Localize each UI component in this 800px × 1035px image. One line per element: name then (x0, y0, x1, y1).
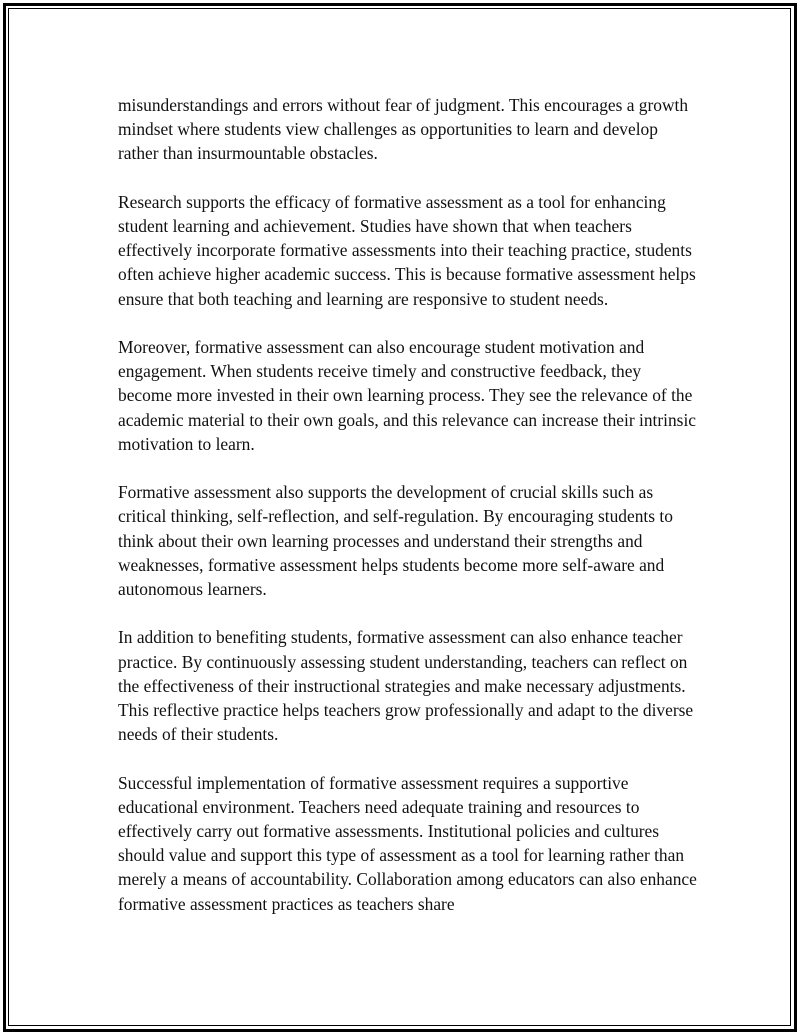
paragraph-motivation: Moreover, formative assessment can also encourage student motivation and engagement. When students receive timely and constructive feedback, they become more invested in their own learning process. They see the relevance of the academic material to their own goals, and this relevance can increase their intrinsic motivation to learn. (118, 337, 696, 454)
paragraph-research-efficacy: Research supports the efficacy of formative assessment as a tool for enhancing student learning and achievement. Studies have shown that when teachers effectively incorporate formative assessments into their teaching practice, students often achieve higher academic success. This is because formative assessment helps ensure that both teaching and learning are responsive to student needs. (118, 191, 696, 309)
document-body (118, 93, 698, 916)
paragraph-teacher-practice: In addition to benefiting students, formative assessment can also enhance teacher practice. By continuously assessing student understanding, teachers can reflect on the effectiveness of their instructional strategies and make necessary adjustments. This reflective practice helps teachers grow professionally and adapt to the diverse needs of their students. (118, 627, 694, 745)
paragraph-skills: Formative assessment also supports the development of crucial skills such as critical thinking, self-reflection, and self-regulation. By encouraging students to think about their own learning processes and understand their strengths and weaknesses, formative assessment helps students become more self-aware and autonomous learners. (118, 482, 673, 600)
paragraph-growth-mindset: misunderstandings and errors without fear of judgment. This encourages a growth mindset where students view challenges as opportunities to learn and develop rather than insurmountable obstacles. (118, 95, 689, 164)
paragraph-implementation: Successful implementation of formative assessment requires a supportive educational environment. Teachers need adequate training and resources to effectively carry out formative assessments. Institutional policies and cultures should value and support this type of assessment as a tool for learning rather than merely a means of accountability. Collaboration among educators can also enhance formative assessment practices as teachers share (118, 772, 697, 914)
